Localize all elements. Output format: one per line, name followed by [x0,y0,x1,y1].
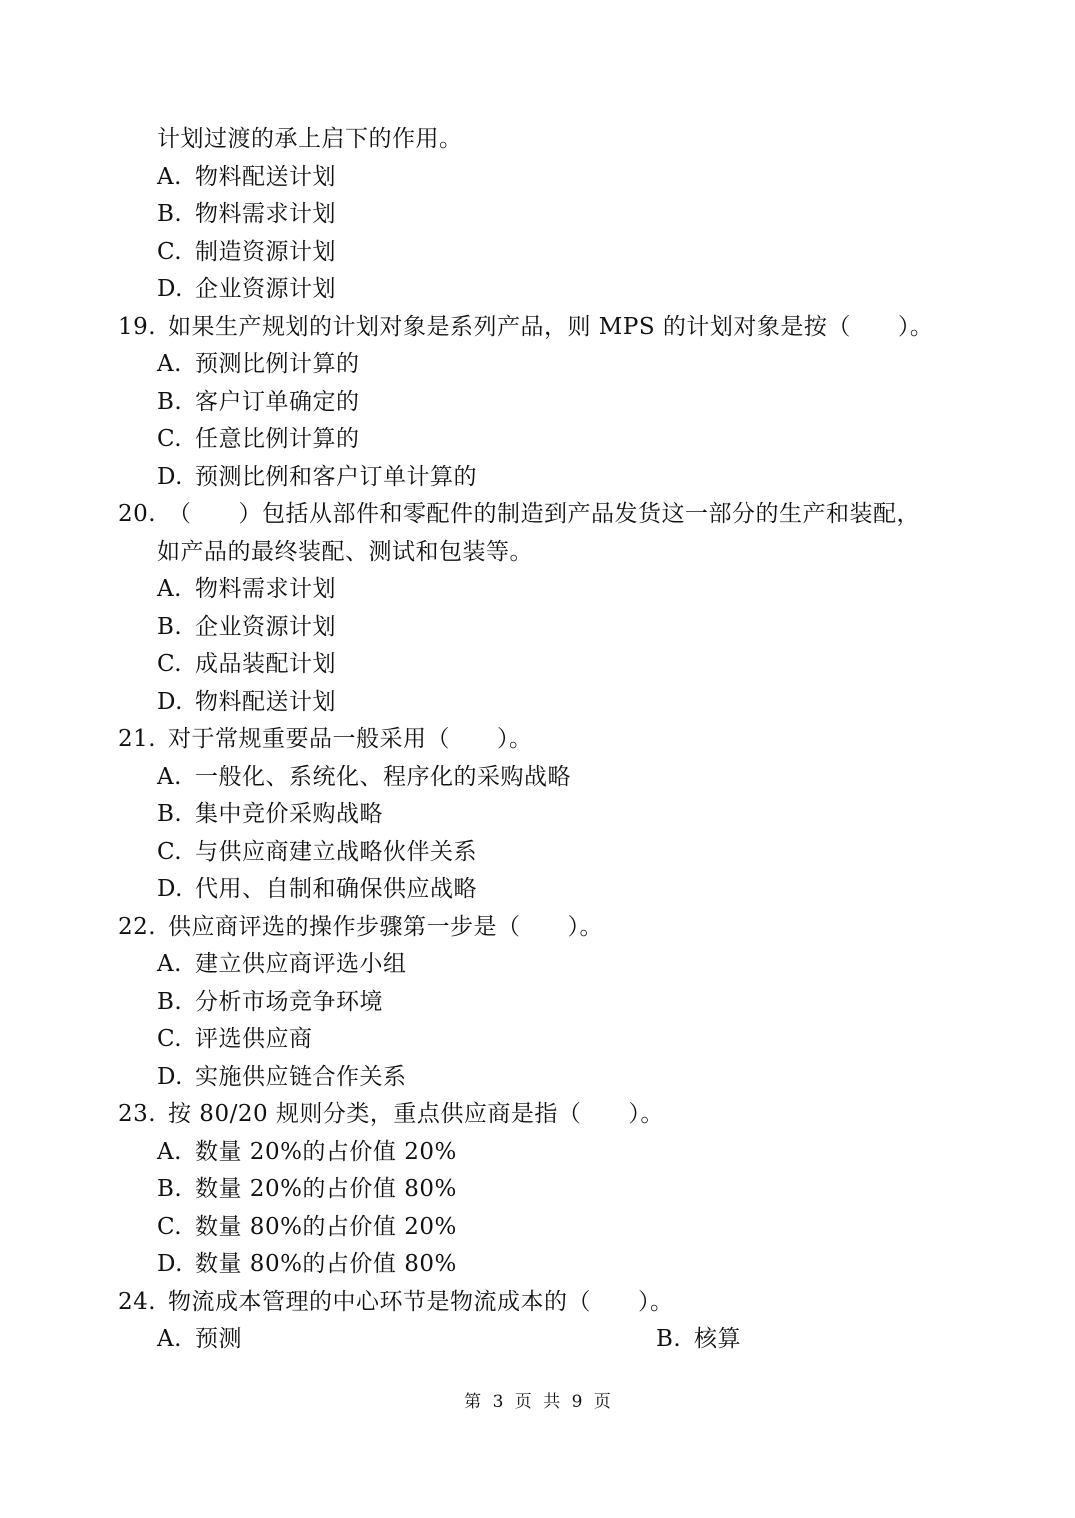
question-22-stem [118,912,603,942]
question-20-option-a [157,574,336,604]
option-text: 与供应商建立战略伙伴关系 [195,839,477,865]
question-21-option-c [157,837,477,867]
question-number: 23. [118,1101,157,1127]
question-18-option-a [157,162,336,192]
option-letter: D. [157,464,183,490]
option-letter: A. [157,951,182,977]
option-text: 评选供应商 [195,1026,313,1052]
option-text: 代用、自制和确保供应战略 [195,876,477,902]
question-19-stem [118,312,933,342]
option-letter: C. [157,651,183,677]
option-text: 预测比例计算的 [195,351,360,377]
option-text: 任意比例计算的 [195,426,360,452]
question-number: 24. [118,1289,157,1315]
option-letter: B. [157,801,183,827]
question-number: 22. [118,914,157,940]
option-letter: A. [157,1326,182,1352]
option-text: 数量 80%的占价值 20% [195,1214,457,1240]
question-20-stem [118,499,920,529]
option-text: 成品装配计划 [195,651,336,677]
question-21-option-b [157,799,383,829]
question-text: 如果生产规划的计划对象是系列产品，则 MPS 的计划对象是按（ ）。 [168,314,934,340]
question-text: 对于常规重要品一般采用（ ）。 [168,726,533,752]
question-19-option-c [157,424,360,454]
option-text: 核算 [694,1326,741,1352]
page-number-footer: 第 3 页 共 9 页 [464,1392,611,1412]
option-text: 实施供应链合作关系 [195,1064,407,1090]
question-18-option-d [157,274,336,304]
option-text: 企业资源计划 [195,614,336,640]
option-text: 预测 [195,1326,242,1352]
question-text: 按 80/20 规则分类，重点供应商是指（ ）。 [168,1101,664,1127]
option-letter: D. [157,689,183,715]
option-letter: C. [157,1026,183,1052]
option-text: 数量 20%的占价值 80% [195,1176,457,1202]
option-text: 物料需求计划 [195,201,336,227]
option-text: 数量 80%的占价值 80% [195,1251,457,1277]
question-number: 19. [118,314,157,340]
option-text: 制造资源计划 [195,239,336,265]
option-letter: B. [157,201,183,227]
option-text: 物料需求计划 [195,576,336,602]
question-20-option-c [157,649,336,679]
question-18-option-b [157,199,336,229]
option-text: 物料配送计划 [195,164,336,190]
question-19-option-a [157,349,360,379]
question-number: 20. [118,501,157,527]
question-text: 供应商评选的操作步骤第一步是（ ）。 [168,914,603,940]
option-letter: C. [157,1214,183,1240]
question-18-option-c [157,237,336,267]
question-23-option-a [157,1137,457,1167]
option-letter: B. [157,989,183,1015]
option-letter: C. [157,239,183,265]
question-22-option-b [157,987,383,1017]
option-letter: A. [157,764,182,790]
option-letter: D. [157,1251,183,1277]
question-text: （ ）包括从部件和零配件的制造到产品发货这一部分的生产和装配， [168,501,920,527]
question-text: 物流成本管理的中心环节是物流成本的（ ）。 [168,1289,674,1315]
option-letter: D. [157,1064,183,1090]
question-21-option-a [157,762,571,792]
question-18-stem-continued: 计划过渡的承上启下的作用。 [157,126,463,152]
option-text: 企业资源计划 [195,276,336,302]
question-20-stem-continued: 如产品的最终装配、测试和包装等。 [157,539,533,565]
question-22-option-c [157,1024,313,1054]
question-21-stem [118,724,533,754]
question-22-option-d [157,1062,407,1092]
question-20-option-b [157,612,336,642]
question-19-option-d [157,462,477,492]
option-letter: B. [656,1326,682,1352]
question-23-option-c [157,1212,457,1242]
option-letter: B. [157,1176,183,1202]
option-letter: D. [157,876,183,902]
option-letter: C. [157,839,183,865]
option-letter: B. [157,389,183,415]
question-23-option-d [157,1249,457,1279]
option-text: 建立供应商评选小组 [195,951,407,977]
question-23-option-b [157,1174,457,1204]
option-text: 一般化、系统化、程序化的采购战略 [195,764,571,790]
question-24-option-a [157,1324,242,1354]
option-letter: D. [157,276,183,302]
option-letter: A. [157,1139,182,1165]
option-text: 预测比例和客户订单计算的 [195,464,477,490]
question-24-stem [118,1287,674,1317]
option-letter: A. [157,164,182,190]
option-letter: A. [157,576,182,602]
option-letter: C. [157,426,183,452]
option-text: 物料配送计划 [195,689,336,715]
question-21-option-d [157,874,477,904]
question-number: 21. [118,726,157,752]
option-text: 数量 20%的占价值 20% [195,1139,457,1165]
question-19-option-b [157,387,360,417]
question-22-option-a [157,949,407,979]
question-23-stem [118,1099,664,1129]
option-text: 客户订单确定的 [195,389,360,415]
question-24-option-b [656,1324,741,1354]
option-letter: A. [157,351,182,377]
option-text: 分析市场竞争环境 [195,989,383,1015]
question-20-option-d [157,687,336,717]
option-text: 集中竞价采购战略 [195,801,383,827]
option-letter: B. [157,614,183,640]
